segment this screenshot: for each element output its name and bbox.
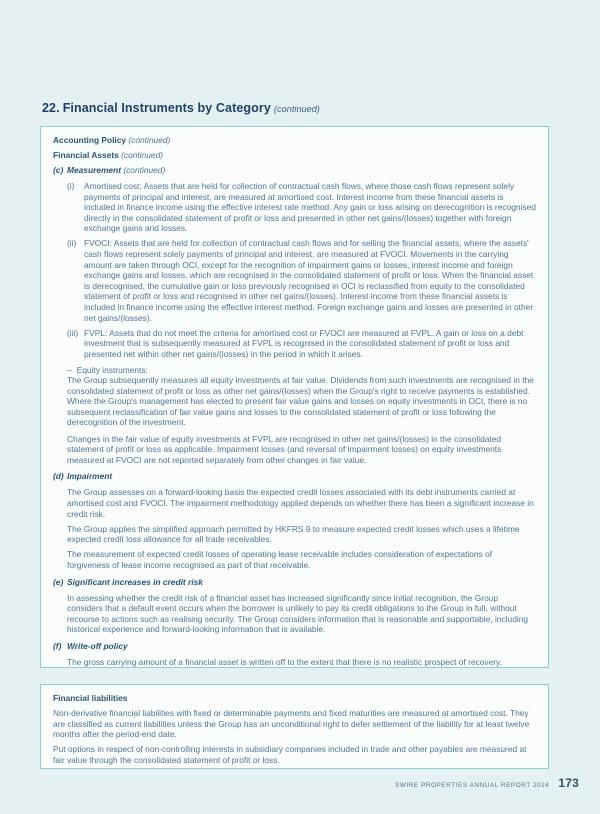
paragraph: In assessing whether the credit risk of a financial asset has increased significantly since initial recognition, the Group considers that a default event occurs when the borrower is unlikely to pay its credit obligations to the Group in full, without recourse to actions such as realising security. The Group considers information that is reasonable and supportable, including historical experience and forward-looking information that is available.	[67, 592, 529, 635]
section-c-title: Measurement	[67, 165, 121, 175]
section-e-credit-risk	[53, 577, 536, 635]
paragraph: The measurement of expected credit losses of operating lease receivable includes consideration of expectations of forgiveness of lease income recognised as part of that receivable.	[67, 549, 493, 570]
paragraph: The gross carrying amount of a financial asset is written off to the extent that there is no realistic prospect of recovery.	[67, 656, 502, 667]
paragraph: The Group applies the simplified approach permitted by HKFRS 9 to measure expected credit losses which uses a lifetime expected credit loss allowance for all trade receivables.	[67, 523, 520, 545]
section-f-title: Write-off policy	[67, 640, 128, 651]
financial-assets-continued: (continued)	[121, 150, 164, 160]
accounting-policy-label: Accounting Policy	[53, 135, 127, 145]
accounting-policy-continued: (continued)	[128, 135, 171, 145]
section-e-label: (e)	[53, 576, 64, 587]
section-c-measurement	[53, 165, 536, 465]
section-d-label: (d)	[53, 471, 64, 482]
page-footer	[395, 776, 579, 790]
section-number: 22.	[42, 101, 60, 115]
section-f-write-off	[53, 641, 536, 668]
list-item-text: Amortised cost: Assets that are held for collection of contractual cash flows, where those cash flows represent solely payments of principal and interest, are measured at amortised cost. Interest income from these financial assets is included in finance income using the effective interest rate method. Any gain or loss arising on derecognition is recognised directly in the consolidated statement of profit or loss and presented in other net gains/(losses) together with foreign exchange gains and losses.	[84, 181, 536, 234]
financial-assets-label: Financial Assets	[53, 150, 119, 160]
list-item-text: FVOCI: Assets that are held for collection of contractual cash flows and for selling the financial assets, where the assets' cash flows represent solely payments of principal and interest, are measured at FVOCI. Movements in the carrying amount are taken through OCI, except for the recognition of impairment gains or losses, interest income and foreign exchange gains and losses, which are recognised in the consolidated statement of profit or loss. When the financial asset is derecognised, the cumulative gain or loss previously recognised in OCI is reclassified from equity to the consolidated statement of profit or loss and recognised in other net gains/(losses). Interest income from these financial assets is included in finance income using the effective interest method. Foreign exchange gains and losses are presented in other net gains/(losses).	[84, 238, 534, 323]
paragraph: Non-derivative financial liabilities with fixed or determinable payments and fixed maturities are measured at amortised cost. They are classified as current liabilities unless the Group has an unconditional right to defer settlement of the liability for at least twelve months after the period-end date.	[53, 708, 530, 740]
list-item-fvoci	[67, 238, 536, 323]
dash-marker: –	[67, 364, 72, 375]
section-d-impairment	[53, 471, 536, 570]
section-f-heading	[53, 640, 536, 653]
financial-liabilities-label: Financial liabilities	[53, 693, 128, 703]
section-title: Financial Instruments by Category	[62, 101, 271, 115]
section-c-heading	[53, 165, 536, 177]
page-number: 173	[558, 776, 579, 790]
list-item-number: (i)	[67, 181, 75, 191]
accounting-policy-header	[53, 135, 536, 147]
report-name: SWIRE PROPERTIES ANNUAL REPORT 2024	[395, 782, 550, 789]
section-title-continued: (continued)	[273, 104, 321, 114]
equity-instruments-paragraph: The Group subsequently measures all equity investments at fair value. Dividends from such investments are recognised in the consolidated statement of profit or loss as other net gains/(losses) when the Group's right to receive payments is established. Where the Group's management has elected to present fair value gains and losses on equity investments in OCI, there is no subsequent reclassification of fair value gains and losses to the consolidated statement of profit or loss following the derecognition of the investment.	[67, 375, 534, 428]
section-d-title: Impairment	[67, 471, 113, 482]
section-f-label: (f)	[53, 640, 62, 651]
accounting-policy-box	[40, 126, 549, 668]
equity-instruments-heading	[67, 365, 536, 376]
page-title	[42, 101, 320, 115]
financial-liabilities-box	[40, 684, 549, 769]
equity-instruments-label: Equity instruments:	[76, 364, 148, 375]
list-item-amortised-cost	[67, 181, 536, 234]
financial-assets-header	[53, 150, 536, 162]
section-c-continued: (continued)	[123, 165, 166, 175]
list-item-number: (iii)	[67, 327, 79, 338]
section-c-label: (c)	[53, 165, 64, 175]
list-item-fvpl	[67, 328, 536, 360]
section-e-heading	[53, 576, 536, 589]
list-item-text: FVPL: Assets that do not meet the criteria for amortised cost or FVOCI are measured at FVPL. A gain or loss on a debt investment that is subsequently measured at FVPL is recognised in the consolidated statement of profit or loss and presented net within other net gains/(losses) in the period in which it arises.	[84, 327, 524, 359]
list-item-number: (ii)	[67, 238, 77, 249]
paragraph: The Group assesses on a forward-looking basis the expected credit losses associated with its debt instruments carried at amortised cost and FVOCI. The impairment methodology applied depends on whether there has been a significant increase in credit risk.	[67, 487, 534, 519]
financial-liabilities-header	[53, 693, 536, 705]
section-d-heading	[53, 471, 536, 483]
fair-value-changes-paragraph: Changes in the fair value of equity investments at FVPL are recognised in other net gains/(losses) in the consolidated statement of profit or loss as applicable. Impairment losses (and reversal of impairment losses) on equity investments measured at FVOCI are not reported separately from other changes in fair value.	[67, 433, 502, 465]
section-e-title: Significant increases in credit risk	[67, 576, 203, 587]
paragraph: Put options in respect of non-controlling interests in subsidiary companies included in trade and other payables are measured at fair value through the consolidated statement of profit or loss.	[53, 744, 527, 765]
